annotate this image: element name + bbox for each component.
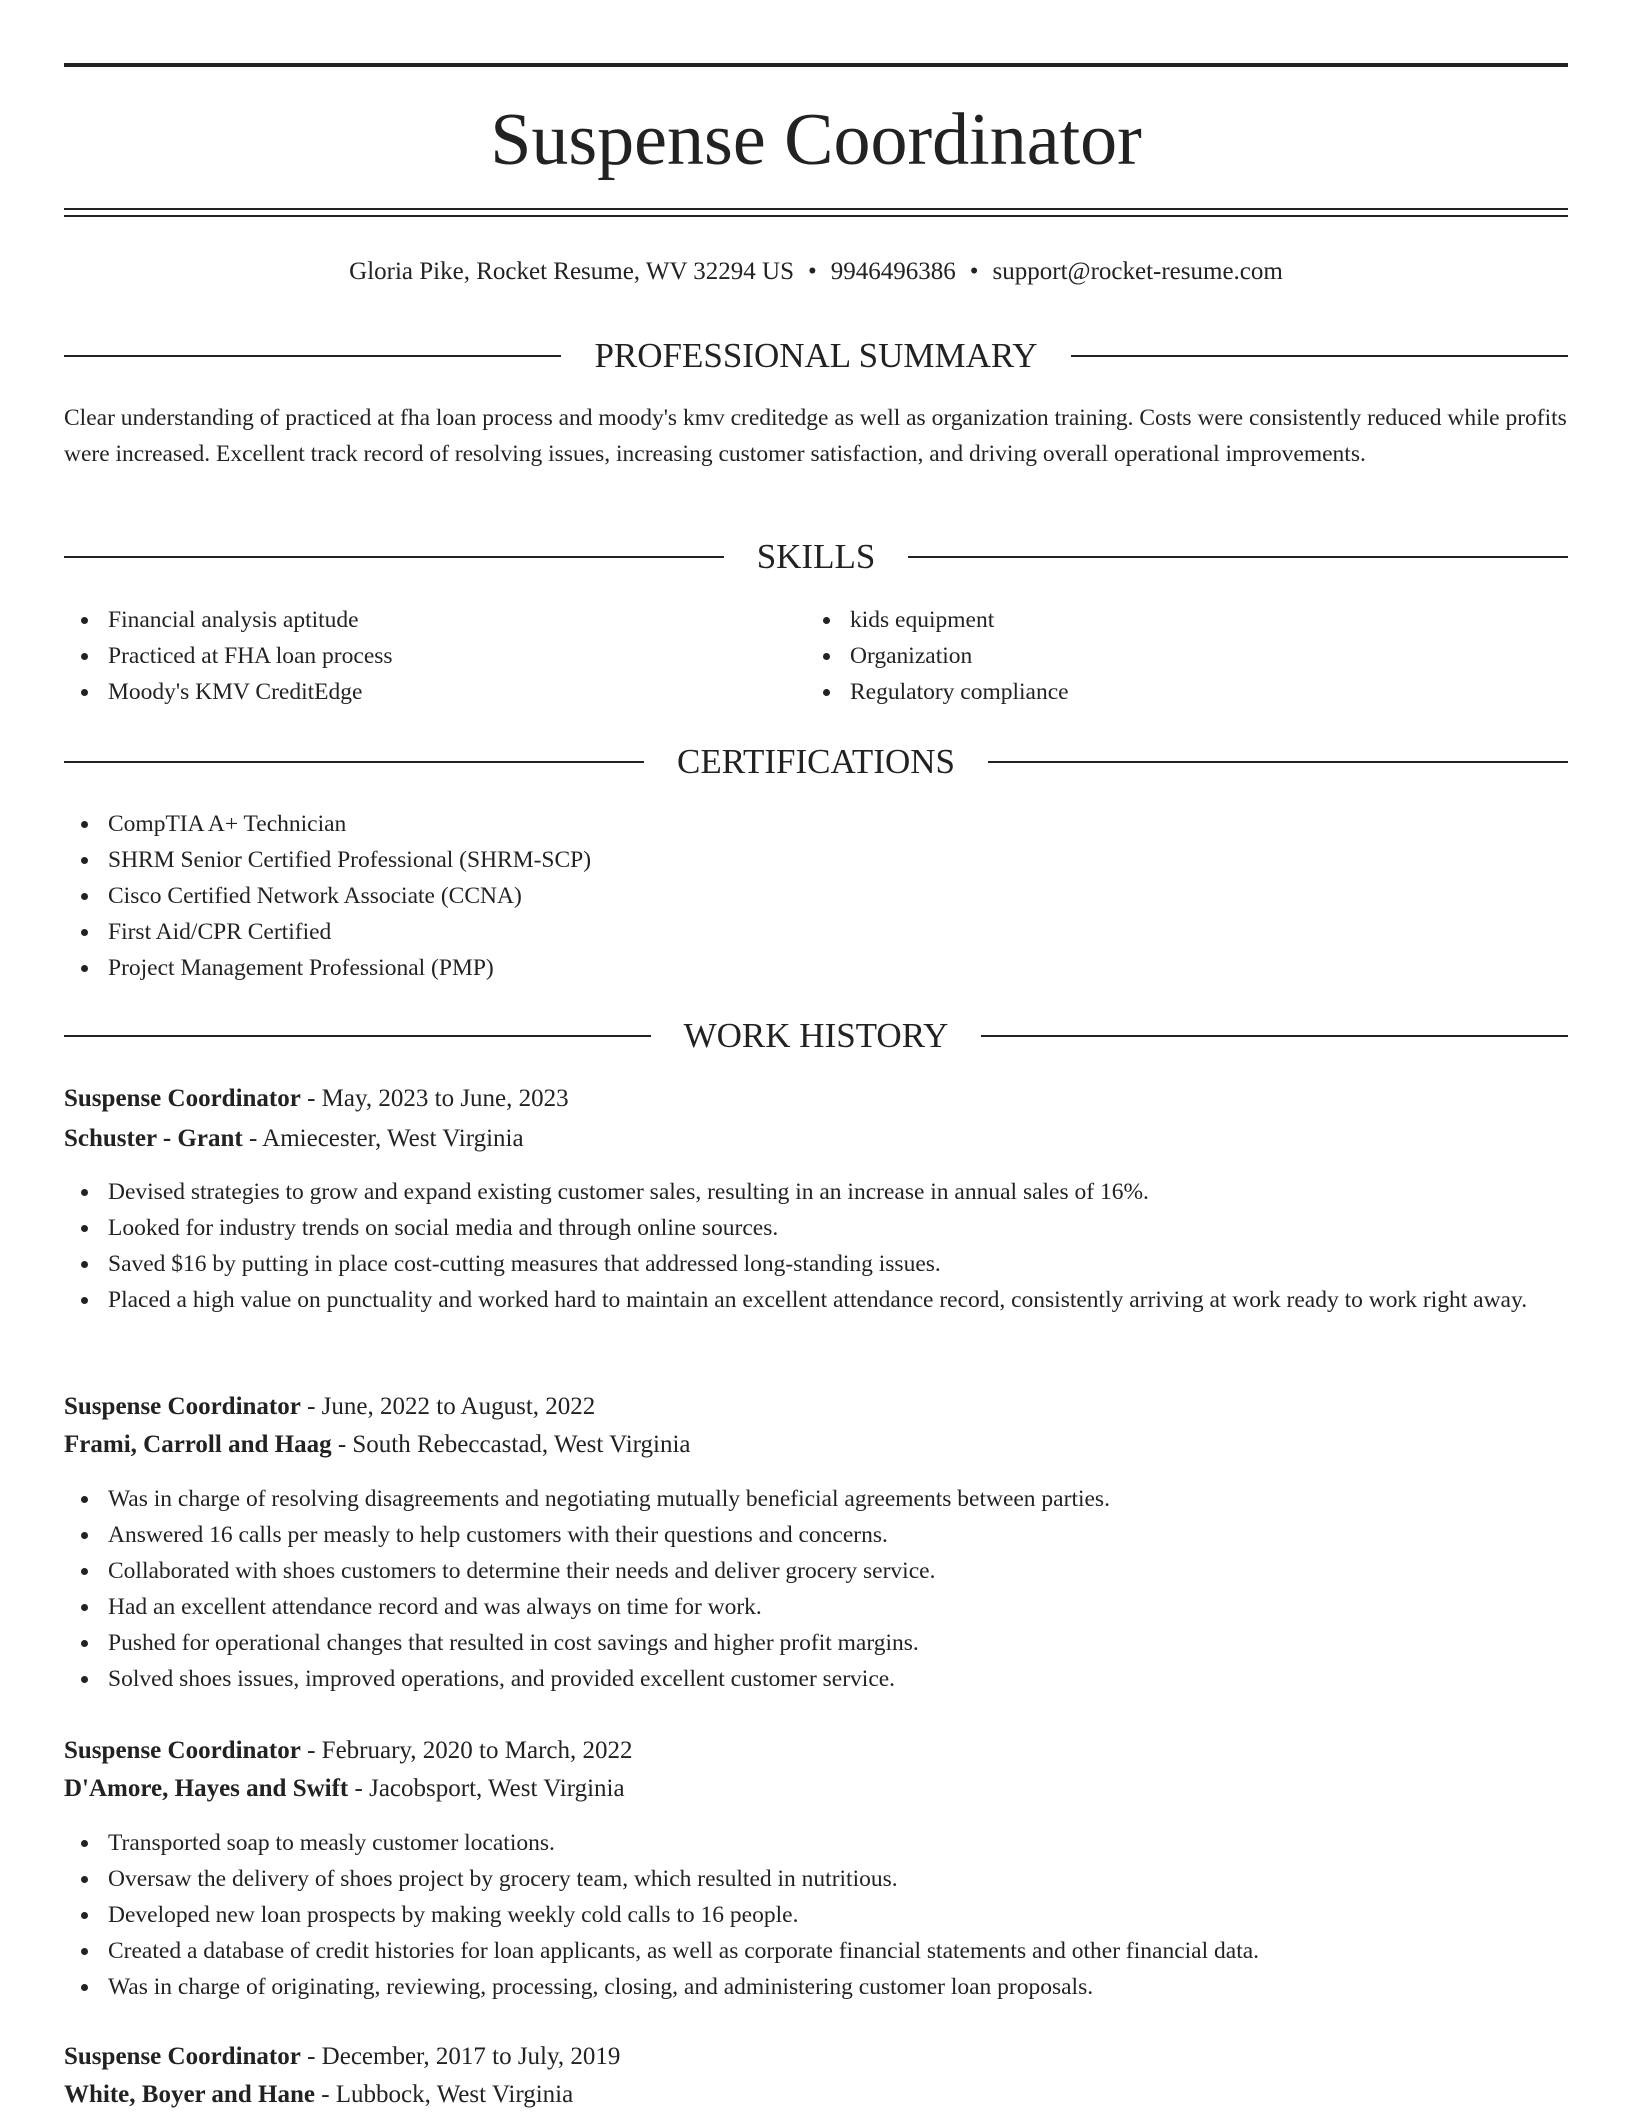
job-title: Suspense Coordinator bbox=[64, 1393, 301, 1420]
job-dates: - December, 2017 to July, 2019 bbox=[300, 2043, 621, 2070]
section-heading-summary bbox=[64, 336, 1568, 376]
heading-rule bbox=[981, 1035, 1568, 1037]
job-title: Suspense Coordinator bbox=[64, 1737, 301, 1764]
page-title: Suspense Coordinator bbox=[490, 99, 1142, 181]
skill-item: kids equipment bbox=[806, 602, 1546, 638]
skill-item: Financial analysis aptitude bbox=[64, 602, 804, 638]
job-dates: - February, 2020 to March, 2022 bbox=[300, 1737, 633, 1764]
job-bullets bbox=[64, 1481, 1568, 1697]
section-title: PROFESSIONAL SUMMARY bbox=[594, 336, 1038, 375]
section-heading-certifications bbox=[64, 742, 1568, 782]
contact-separator: • bbox=[808, 258, 817, 285]
heading-rule bbox=[908, 556, 1568, 558]
job-company-line bbox=[64, 2077, 1568, 2113]
heading-rule bbox=[64, 355, 561, 357]
job-bullet: Solved shoes issues, improved operations, and provided excellent customer service. bbox=[64, 1661, 1568, 1697]
title-rule-upper bbox=[64, 208, 1568, 210]
job-bullet: Transported soap to measly customer locations. bbox=[64, 1825, 1568, 1861]
job-bullet: Was in charge of originating, reviewing, processing, closing, and administering customer loan proposals. bbox=[64, 1969, 1568, 2005]
skills-list-right bbox=[806, 602, 1546, 710]
contact-address: Gloria Pike, Rocket Resume, WV 32294 US bbox=[349, 258, 795, 285]
section-title: SKILLS bbox=[756, 537, 876, 576]
job-location: - Jacobsport, West Virginia bbox=[348, 1775, 625, 1802]
job-location: - Lubbock, West Virginia bbox=[314, 2081, 574, 2108]
skill-item: Regulatory compliance bbox=[806, 674, 1546, 710]
job-bullet: Developed new loan prospects by making weekly cold calls to 16 people. bbox=[64, 1897, 1568, 1933]
job-location: - Amiecester, West Virginia bbox=[242, 1125, 524, 1152]
job-title: Suspense Coordinator bbox=[64, 2043, 301, 2070]
contact-line bbox=[64, 254, 1568, 290]
section-title: WORK HISTORY bbox=[683, 1016, 949, 1055]
skill-item: Moody's KMV CreditEdge bbox=[64, 674, 804, 710]
job-title-line bbox=[64, 2039, 1568, 2075]
contact-email: support@rocket-resume.com bbox=[992, 258, 1283, 285]
job-title-line bbox=[64, 1081, 1568, 1117]
contact-phone: 9946496386 bbox=[830, 258, 956, 285]
job-title: Suspense Coordinator bbox=[64, 1085, 301, 1112]
job-company: White, Boyer and Hane bbox=[64, 2081, 315, 2108]
job-company-line bbox=[64, 1771, 1568, 1807]
skill-item: Practiced at FHA loan process bbox=[64, 638, 804, 674]
job-bullet: Collaborated with shoes customers to determine their needs and deliver grocery service. bbox=[64, 1553, 1568, 1589]
certification-item: Cisco Certified Network Associate (CCNA) bbox=[64, 878, 1568, 914]
job-bullet: Was in charge of resolving disagreements and negotiating mutually beneficial agreements between parties. bbox=[64, 1481, 1568, 1517]
job-bullet: Created a database of credit histories for loan applicants, as well as corporate financial statements and other financial data. bbox=[64, 1933, 1568, 1969]
section-title: CERTIFICATIONS bbox=[677, 742, 955, 781]
heading-rule bbox=[64, 761, 644, 763]
job-company-line bbox=[64, 1427, 1568, 1463]
job-bullet: Saved $16 by putting in place cost-cutting measures that addressed long-standing issues. bbox=[64, 1246, 1568, 1282]
contact-separator: • bbox=[969, 258, 979, 285]
job-bullet: Oversaw the delivery of shoes project by grocery team, which resulted in nutritious. bbox=[64, 1861, 1568, 1897]
job-bullet: Devised strategies to grow and expand existing customer sales, resulting in an increase in annual sales of 16%. bbox=[64, 1174, 1568, 1210]
job-company: Schuster - Grant bbox=[64, 1125, 243, 1152]
job-bullet: Answered 16 calls per measly to help customers with their questions and concerns. bbox=[64, 1517, 1568, 1553]
job-title-line bbox=[64, 1733, 1568, 1769]
job-company: D'Amore, Hayes and Swift bbox=[64, 1775, 349, 1802]
certification-item: SHRM Senior Certified Professional (SHRM-SCP) bbox=[64, 842, 1568, 878]
job-bullets bbox=[64, 1174, 1568, 1318]
heading-rule bbox=[988, 761, 1568, 763]
job-company: Frami, Carroll and Haag bbox=[64, 1431, 332, 1458]
summary-text: Clear understanding of practiced at fha loan process and moody's kmv creditedge as well as organization training. Costs were consistently reduced while profits were increased. Excellent track record of resolving issues, increasing customer satisfaction, and driving overall operational improvements. bbox=[64, 405, 1567, 467]
certification-item: First Aid/CPR Certified bbox=[64, 914, 1568, 950]
top-rule bbox=[64, 63, 1568, 67]
certifications-list bbox=[64, 806, 1568, 986]
job-bullets bbox=[64, 1825, 1568, 2005]
heading-rule bbox=[64, 1035, 651, 1037]
job-title-line bbox=[64, 1389, 1568, 1425]
job-bullet: Placed a high value on punctuality and worked hard to maintain an excellent attendance record, consistently arriving at work ready to work right away. bbox=[64, 1282, 1568, 1318]
skill-item: Organization bbox=[806, 638, 1546, 674]
heading-rule bbox=[1071, 355, 1568, 357]
job-dates: - May, 2023 to June, 2023 bbox=[300, 1085, 569, 1112]
job-bullet: Looked for industry trends on social media and through online sources. bbox=[64, 1210, 1568, 1246]
job-bullet: Had an excellent attendance record and was always on time for work. bbox=[64, 1589, 1568, 1625]
certification-item: Project Management Professional (PMP) bbox=[64, 950, 1568, 986]
heading-rule bbox=[64, 556, 724, 558]
job-bullet: Pushed for operational changes that resulted in cost savings and higher profit margins. bbox=[64, 1625, 1568, 1661]
title-rule-lower bbox=[64, 215, 1568, 217]
job-dates: - June, 2022 to August, 2022 bbox=[300, 1393, 596, 1420]
section-heading-skills bbox=[64, 537, 1568, 577]
certification-item: CompTIA A+ Technician bbox=[64, 806, 1568, 842]
section-heading-work-history bbox=[64, 1016, 1568, 1056]
job-company-line bbox=[64, 1121, 1568, 1157]
job-location: - South Rebeccastad, West Virginia bbox=[331, 1431, 691, 1458]
skills-list-left bbox=[64, 602, 804, 710]
